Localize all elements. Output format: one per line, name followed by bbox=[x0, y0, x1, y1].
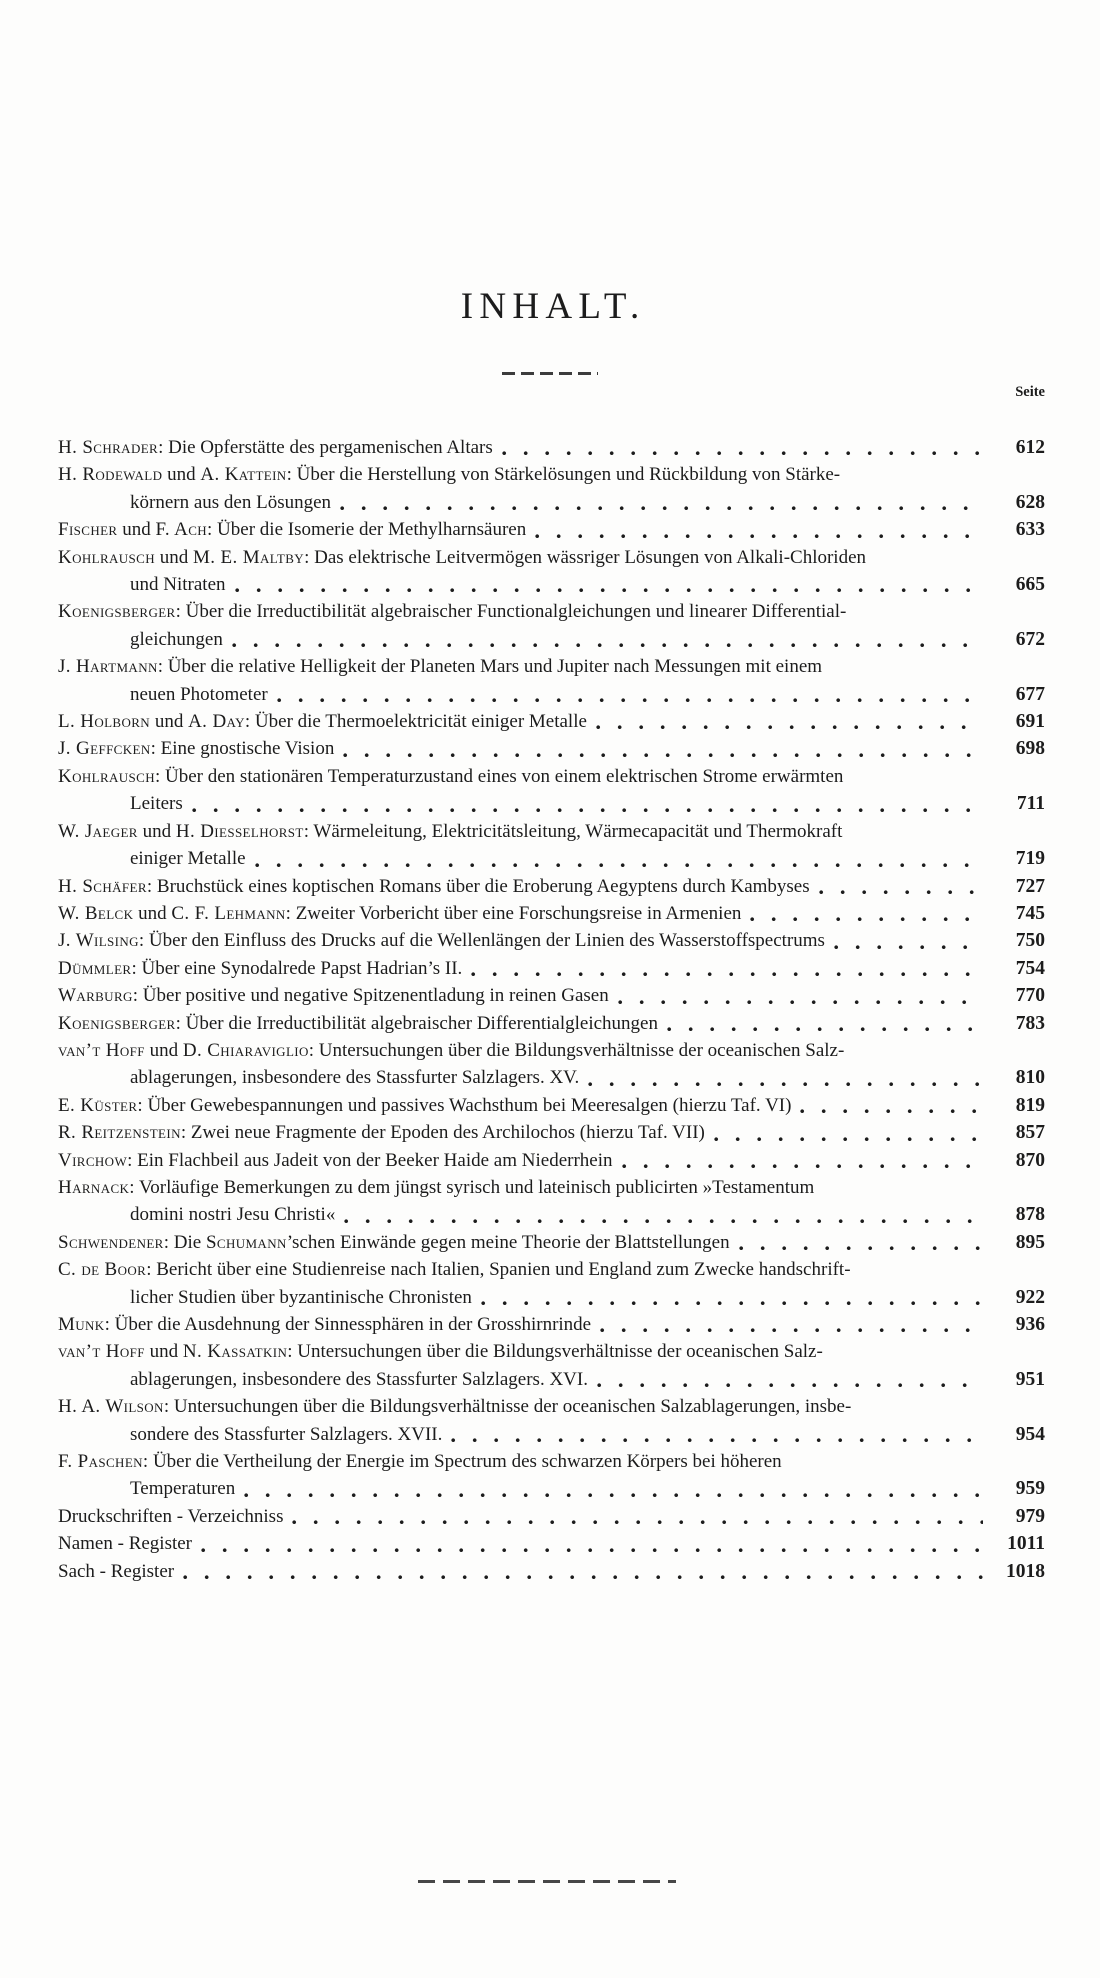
dot-leader bbox=[834, 945, 983, 949]
toc-entry bbox=[58, 1503, 1045, 1530]
toc-line bbox=[58, 653, 1045, 680]
author-name: M. E. Maltby bbox=[192, 546, 305, 568]
toc-entry bbox=[58, 1448, 1045, 1503]
toc-line bbox=[58, 434, 1045, 461]
toc-line-text: Schwendener: Die Schumann’schen Einwände gegen meine Theorie der Blattstellungen bbox=[58, 1231, 730, 1253]
toc-line-text: van’t Hoff und D. Chiaraviglio: Untersuchungen über die Bildungsverhältnisse der oceanischen Salz- bbox=[58, 1039, 845, 1061]
page-number: 672 bbox=[1015, 628, 1045, 650]
toc-line bbox=[58, 598, 1045, 625]
toc-entry bbox=[58, 955, 1045, 982]
dot-leader bbox=[232, 643, 983, 647]
toc-list bbox=[0, 434, 1100, 1585]
dot-leader bbox=[618, 1000, 983, 1004]
dot-leader bbox=[183, 1575, 983, 1579]
toc-line-text: J. Geffcken: Eine gnostische Vision bbox=[58, 738, 335, 760]
author-name: Koenigsberger bbox=[58, 1012, 176, 1034]
dot-leader bbox=[340, 506, 983, 510]
toc-line bbox=[58, 1092, 1045, 1119]
author-name: Koenigsberger bbox=[58, 601, 176, 623]
toc-entry bbox=[58, 1558, 1045, 1585]
author-name: A. Day bbox=[188, 711, 245, 733]
page-number: 1018 bbox=[1006, 1560, 1045, 1582]
toc-line bbox=[58, 461, 1045, 488]
toc-line-text: Sach - Register bbox=[58, 1560, 175, 1582]
toc-line-text: Fischer und F. Ach: Über die Isomerie der Methylharnsäuren bbox=[58, 519, 527, 541]
toc-line-text: Virchow: Ein Flachbeil aus Jadeit von der Beeker Haide am Niederrhein bbox=[58, 1149, 613, 1171]
toc-entry bbox=[58, 1174, 1045, 1229]
toc-line bbox=[58, 626, 1045, 653]
toc-line-text: Namen - Register bbox=[58, 1533, 193, 1555]
toc-line bbox=[58, 489, 1045, 516]
toc-line bbox=[58, 1311, 1045, 1338]
author-name: Harnack bbox=[58, 1176, 130, 1198]
toc-entry bbox=[58, 982, 1045, 1009]
page-number: 633 bbox=[1015, 519, 1045, 541]
toc-line bbox=[58, 1119, 1045, 1146]
dot-leader bbox=[588, 1082, 983, 1086]
toc-line-text: und Nitraten bbox=[130, 574, 226, 596]
toc-line bbox=[58, 516, 1045, 543]
toc-line bbox=[58, 544, 1045, 571]
toc-line-text: Warburg: Über positive und negative Spitzenentladung in reinen Gasen bbox=[58, 985, 609, 1007]
dot-leader bbox=[201, 1548, 983, 1552]
toc-line bbox=[58, 1229, 1045, 1256]
author-name: F. Ach bbox=[155, 519, 208, 541]
toc-entry bbox=[58, 1530, 1045, 1557]
dot-leader bbox=[750, 917, 983, 921]
toc-entry bbox=[58, 1037, 1045, 1092]
dot-leader bbox=[819, 890, 983, 894]
author-name: H. Schrader bbox=[58, 437, 159, 458]
toc-entry bbox=[58, 927, 1045, 954]
toc-line-text: körnern aus den Lösungen bbox=[130, 491, 332, 513]
toc-line bbox=[58, 1393, 1045, 1420]
dot-leader bbox=[344, 1219, 983, 1223]
toc-line bbox=[58, 1475, 1045, 1502]
toc-line bbox=[58, 955, 1045, 982]
page-number: 878 bbox=[1015, 1204, 1045, 1226]
author-name: H. Diesselhorst bbox=[175, 820, 304, 842]
author-name: W. Jaeger bbox=[58, 820, 138, 842]
toc-line-text: Koenigsberger: Über die Irreductibilität algebraischer Functionalgleichungen und linearer Differential- bbox=[58, 601, 847, 623]
dot-leader bbox=[471, 972, 983, 976]
toc-entry bbox=[58, 544, 1045, 599]
dot-leader bbox=[244, 1493, 983, 1497]
toc-line-text: F. Paschen: Über die Vertheilung der Energie im Spectrum des schwarzen Körpers bei höheren bbox=[58, 1451, 782, 1473]
toc-line bbox=[58, 571, 1045, 598]
page-number: 770 bbox=[1015, 985, 1045, 1007]
dot-leader bbox=[502, 451, 983, 455]
toc-line-text: ablagerungen, insbesondere des Stassfurter Salzlagers. XVI. bbox=[130, 1368, 588, 1390]
page-number: 727 bbox=[1015, 875, 1045, 897]
toc-entry bbox=[58, 1119, 1045, 1146]
page-number: 754 bbox=[1015, 957, 1045, 979]
author-name: Schumann bbox=[205, 1231, 287, 1253]
page-number: 691 bbox=[1015, 711, 1045, 733]
page-number: 819 bbox=[1015, 1094, 1045, 1116]
toc-line-text: einiger Metalle bbox=[130, 848, 246, 870]
toc-line-text: gleichungen bbox=[130, 628, 223, 650]
author-name: van’t Hoff bbox=[58, 1341, 145, 1363]
toc-line-text: Koenigsberger: Über die Irreductibilität algebraischer Differentialgleichungen bbox=[58, 1012, 658, 1034]
toc-line-text: Leiters bbox=[130, 793, 183, 815]
dot-leader bbox=[451, 1438, 983, 1442]
toc-line bbox=[58, 1284, 1045, 1311]
toc-line bbox=[58, 927, 1045, 954]
page-number: 959 bbox=[1015, 1478, 1045, 1500]
author-name: A. Kattein bbox=[200, 464, 287, 486]
page-number: 951 bbox=[1015, 1368, 1045, 1390]
toc-line-text: W. Jaeger und H. Diesselhorst: Wärmeleitung, Elektricitätsleitung, Wärmecapacität und Thermokraft bbox=[58, 820, 843, 842]
author-name: J. Geffcken bbox=[58, 738, 151, 760]
toc-entry bbox=[58, 434, 1045, 461]
toc-line-text: W. Belck und C. F. Lehmann: Zweiter Vorbericht über eine Forschungsreise in Armenien bbox=[58, 902, 742, 924]
toc-line bbox=[58, 1530, 1045, 1557]
toc-line-text: Munk: Über die Ausdehnung der Sinnessphären in der Grosshirnrinde bbox=[58, 1314, 592, 1335]
author-name: Schwendener bbox=[58, 1231, 164, 1253]
toc-line-text: ablagerungen, insbesondere des Stassfurter Salzlagers. XV. bbox=[130, 1067, 580, 1089]
author-name: F. Paschen bbox=[58, 1451, 143, 1473]
toc-line bbox=[58, 1064, 1045, 1091]
author-name: Munk bbox=[58, 1314, 105, 1335]
page-number: 711 bbox=[1016, 793, 1045, 815]
toc-entry bbox=[58, 1092, 1045, 1119]
author-name: J. Hartmann bbox=[58, 656, 158, 678]
page-number: 857 bbox=[1015, 1122, 1045, 1144]
toc-line bbox=[58, 982, 1045, 1009]
author-name: N. Kassatkin bbox=[182, 1341, 288, 1363]
dot-leader bbox=[667, 1027, 983, 1031]
toc-entry bbox=[58, 598, 1045, 653]
page-number: 750 bbox=[1015, 930, 1045, 952]
page-number: 612 bbox=[1015, 437, 1045, 458]
toc-line-text: L. Holborn und A. Day: Über die Thermoelektricität einiger Metalle bbox=[58, 711, 587, 733]
dot-leader bbox=[739, 1246, 983, 1250]
toc-line bbox=[58, 1147, 1045, 1174]
author-name: L. Holborn bbox=[58, 711, 151, 733]
toc-line bbox=[58, 1421, 1045, 1448]
toc-line bbox=[58, 1037, 1045, 1064]
author-name: H. Schäfer bbox=[58, 875, 147, 897]
author-name: C. de Boor bbox=[58, 1259, 147, 1281]
toc-entry bbox=[58, 1147, 1045, 1174]
page-number: 698 bbox=[1015, 738, 1045, 760]
toc-line-text: J. Hartmann: Über die relative Helligkeit der Planeten Mars und Jupiter nach Messungen mit einem bbox=[58, 656, 823, 678]
author-name: Warburg bbox=[58, 985, 133, 1007]
dot-leader bbox=[481, 1301, 983, 1305]
page-number: 628 bbox=[1015, 491, 1045, 513]
page-number: 954 bbox=[1015, 1423, 1045, 1445]
page-number: 745 bbox=[1015, 902, 1045, 924]
page-number: 895 bbox=[1015, 1231, 1045, 1253]
toc-entry bbox=[58, 461, 1045, 516]
toc-line-text: Kohlrausch und M. E. Maltby: Das elektrische Leitvermögen wässriger Lösungen von Alkali-Chloriden bbox=[58, 546, 867, 568]
page-number: 665 bbox=[1015, 574, 1045, 596]
toc-line-text: domini nostri Jesu Christi« bbox=[130, 1204, 336, 1226]
toc-line bbox=[58, 708, 1045, 735]
toc-entry bbox=[58, 763, 1045, 818]
author-name: Kohlrausch bbox=[58, 546, 155, 568]
page-number: 783 bbox=[1015, 1012, 1045, 1034]
toc-line-text: sondere des Stassfurter Salzlagers. XVII. bbox=[130, 1423, 443, 1445]
dot-leader bbox=[343, 753, 983, 757]
dot-leader bbox=[192, 808, 983, 812]
dot-leader bbox=[535, 534, 983, 538]
dot-leader bbox=[255, 863, 983, 867]
toc-entry bbox=[58, 873, 1045, 900]
divider-ornament-top bbox=[502, 372, 598, 375]
page-number: 1011 bbox=[1007, 1533, 1045, 1555]
toc-entry bbox=[58, 1311, 1045, 1338]
toc-entry bbox=[58, 818, 1045, 873]
dot-leader bbox=[600, 1328, 983, 1332]
toc-line bbox=[58, 873, 1045, 900]
toc-line bbox=[58, 1010, 1045, 1037]
dot-leader bbox=[277, 698, 983, 702]
page-number: 922 bbox=[1015, 1286, 1045, 1308]
toc-line bbox=[58, 790, 1045, 817]
author-name: Virchow bbox=[58, 1149, 128, 1171]
dot-leader bbox=[292, 1520, 983, 1524]
toc-line-text: Dümmler: Über eine Synodalrede Papst Hadrian’s II. bbox=[58, 957, 463, 979]
author-name: D. Chiaraviglio bbox=[182, 1039, 309, 1061]
toc-line-text: J. Wilsing: Über den Einfluss des Drucks auf die Wellenlängen der Linien des Wasserstoffspectrums bbox=[58, 930, 825, 952]
author-name: R. Reitzenstein bbox=[58, 1122, 181, 1144]
author-name: van’t Hoff bbox=[58, 1039, 145, 1061]
page-number: 677 bbox=[1015, 683, 1045, 705]
page-number: 870 bbox=[1015, 1149, 1045, 1171]
page-number: 936 bbox=[1015, 1314, 1045, 1335]
toc-line bbox=[58, 763, 1045, 790]
toc-line bbox=[58, 681, 1045, 708]
toc-line bbox=[58, 1338, 1045, 1365]
toc-line-text: Kohlrausch: Über den stationären Temperaturzustand eines von einem elektrischen Strome erwärmten bbox=[58, 765, 844, 787]
dot-leader bbox=[235, 588, 983, 592]
dot-leader bbox=[596, 725, 983, 729]
toc-line bbox=[58, 1201, 1045, 1228]
toc-line-text: H. Schäfer: Bruchstück eines koptischen Romans über die Eroberung Aegyptens durch Kambyses bbox=[58, 875, 810, 897]
toc-line-text: neuen Photometer bbox=[130, 683, 268, 705]
toc-line-text: R. Reitzenstein: Zwei neue Fragmente der Epoden des Archilochos (hierzu Taf. VII) bbox=[58, 1122, 705, 1144]
toc-entry bbox=[58, 1010, 1045, 1037]
page-number: 979 bbox=[1015, 1505, 1045, 1527]
page-number: 719 bbox=[1015, 848, 1045, 870]
toc-line bbox=[58, 818, 1045, 845]
toc-line-text: E. Küster: Über Gewebespannungen und passives Wachsthum bei Meeresalgen (hierzu Taf. VI) bbox=[58, 1094, 792, 1116]
author-name: Fischer bbox=[58, 519, 118, 541]
dot-leader bbox=[800, 1109, 983, 1113]
toc-entry bbox=[58, 708, 1045, 735]
author-name: C. F. Lehmann bbox=[171, 902, 286, 924]
toc-line-text: licher Studien über byzantinische Chronisten bbox=[130, 1286, 472, 1308]
toc-line-text: H. Schrader: Die Opferstätte des pergamenischen Altars bbox=[58, 437, 493, 458]
toc-entry bbox=[58, 735, 1045, 762]
dot-leader bbox=[714, 1137, 983, 1141]
toc-line bbox=[58, 1174, 1045, 1201]
page-number: 810 bbox=[1015, 1067, 1045, 1089]
toc-line bbox=[58, 735, 1045, 762]
dot-leader bbox=[597, 1383, 983, 1387]
toc-entry bbox=[58, 900, 1045, 927]
author-name: H. Rodewald bbox=[58, 464, 163, 486]
toc-line bbox=[58, 845, 1045, 872]
toc-line bbox=[58, 1503, 1045, 1530]
author-name: Kohlrausch bbox=[58, 765, 155, 787]
toc-line bbox=[58, 1366, 1045, 1393]
toc-line-text: Temperaturen bbox=[130, 1478, 236, 1500]
author-name: W. Belck bbox=[58, 902, 134, 924]
toc-entry bbox=[58, 516, 1045, 543]
toc-entry bbox=[58, 653, 1045, 708]
page-title: INHALT. bbox=[460, 286, 646, 327]
toc-line-text: C. de Boor: Bericht über eine Studienreise nach Italien, Spanien und England zum Zwecke handschrift- bbox=[58, 1259, 851, 1281]
author-name: H. A. Wilson bbox=[58, 1396, 164, 1418]
author-name: Dümmler bbox=[58, 957, 132, 979]
toc-entry bbox=[58, 1338, 1045, 1393]
dot-leader bbox=[622, 1164, 984, 1168]
toc-entry bbox=[58, 1256, 1045, 1311]
toc-line-text: Harnack: Vorläufige Bemerkungen zu dem jüngst syrisch und lateinisch publicirten »Testamentum bbox=[58, 1176, 815, 1198]
toc-line-text: van’t Hoff und N. Kassatkin: Untersuchungen über die Bildungsverhältnisse der oceanischen Salz- bbox=[58, 1341, 823, 1363]
toc-line-text: H. Rodewald und A. Kattein: Über die Herstellung von Stärkelösungen und Rückbildung von Stärke- bbox=[58, 464, 841, 486]
page-column-header: Seite bbox=[1015, 384, 1045, 400]
toc-line bbox=[58, 900, 1045, 927]
author-name: J. Wilsing bbox=[58, 930, 139, 952]
toc-line bbox=[58, 1558, 1045, 1585]
toc-line bbox=[58, 1256, 1045, 1283]
toc-line-text: Druckschriften - Verzeichniss bbox=[58, 1505, 284, 1527]
toc-entry bbox=[58, 1393, 1045, 1448]
author-name: E. Küster bbox=[58, 1094, 138, 1116]
toc-line bbox=[58, 1448, 1045, 1475]
divider-ornament-bottom bbox=[418, 1880, 676, 1883]
toc-entry bbox=[58, 1229, 1045, 1256]
toc-line-text: H. A. Wilson: Untersuchungen über die Bildungsverhältnisse der oceanischen Salzablagerungen, insbe- bbox=[58, 1396, 852, 1418]
